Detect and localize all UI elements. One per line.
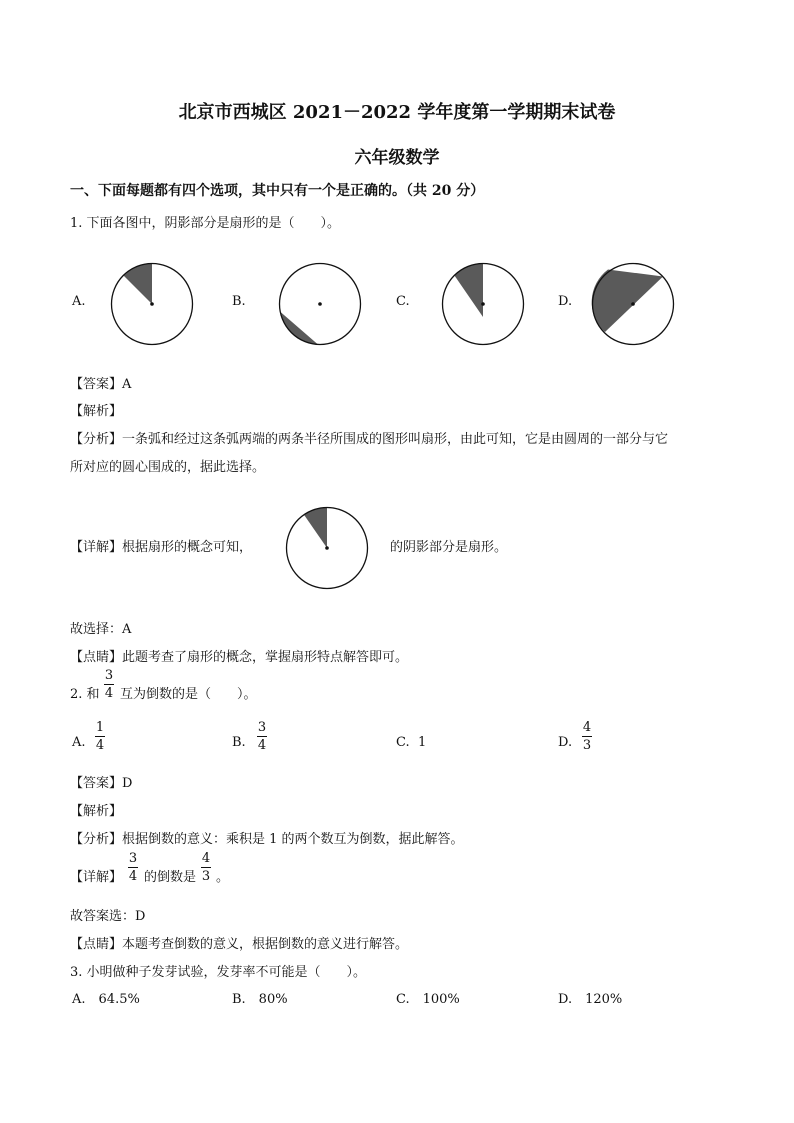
q1-option-c-figure: [441, 262, 525, 346]
q2-option-d-label: D.: [558, 735, 573, 750]
q1-b-shaded-segment: [281, 312, 319, 345]
fraction-denominator: 3: [582, 738, 592, 753]
q1-jiexi: 【解析】: [70, 404, 123, 419]
q1-analysis-line2: 所对应的圆心围成的，据此选择。: [70, 460, 266, 475]
page-title: 北京市西城区 2021－2022 学年度第一学期期末试卷: [178, 102, 616, 123]
fraction-bar: [95, 736, 105, 737]
q2-detail-middle: 的倒数是: [144, 870, 197, 885]
q2-stem-suffix: 互为倒数的是（ ）。: [120, 687, 257, 702]
q2-review: 【点睛】本题考查倒数的意义，根据倒数的意义进行解答。: [70, 937, 409, 952]
fraction-bar: [104, 684, 114, 685]
fraction-numerator: 3: [128, 851, 138, 866]
q1-detail-figure: [285, 506, 369, 590]
fraction-numerator: 3: [104, 668, 114, 683]
fraction-numerator: 4: [582, 720, 592, 735]
fraction-bar: [257, 736, 267, 737]
q1-option-a-label: A.: [72, 294, 86, 309]
q3-option-c: C. 100%: [396, 992, 460, 1007]
q2-option-d-fraction: [582, 720, 592, 753]
fraction-denominator: 4: [95, 738, 105, 753]
q2-answer: 【答案】D: [70, 776, 133, 791]
q2-analysis: 【分析】根据倒数的意义：乘积是 1 的两个数互为倒数，据此解答。: [70, 832, 464, 847]
q1-detail-suffix: 的阴影部分是扇形。: [390, 540, 508, 555]
q1-option-c-label: C.: [396, 294, 410, 309]
q2-option-c-value: 1: [418, 735, 427, 750]
q2-detail-fraction-2: [201, 851, 211, 884]
q2-choice: 故答案选：D: [70, 909, 146, 924]
q1-option-d-figure: [591, 262, 675, 346]
q1-choice: 故选择：A: [70, 622, 132, 637]
q3-option-a: A. 64.5%: [72, 992, 140, 1007]
q1-answer: 【答案】A: [70, 377, 132, 392]
fraction-bar: [201, 867, 211, 868]
q2-option-b-label: B.: [232, 735, 246, 750]
q1-detail-prefix: 【详解】根据扇形的概念可知，: [70, 540, 253, 555]
q2-detail-fraction-1: [128, 851, 138, 884]
fraction-numerator: 4: [201, 851, 211, 866]
q1-option-b-figure: [278, 262, 362, 346]
q1-d-shaded-region: [592, 270, 663, 333]
q2-detail-end: 。: [216, 870, 230, 885]
q1-option-d-label: D.: [558, 294, 573, 309]
q2-option-a-fraction: [95, 720, 105, 753]
q1-option-a-figure: [110, 262, 194, 346]
fraction-denominator: 4: [104, 686, 114, 701]
q3-option-b: B. 80%: [232, 992, 288, 1007]
q2-jiexi: 【解析】: [70, 804, 123, 819]
q2-option-c-label: C.: [396, 735, 410, 750]
q1-review: 【点睛】此题考查了扇形的概念，掌握扇形特点解答即可。: [70, 650, 409, 665]
section-heading: 一、下面每题都有四个选项，其中只有一个是正确的。（共 20 分）: [70, 183, 485, 199]
q1-analysis-line1: 【分析】一条弧和经过这条弧两端的两条半径所围成的图形叫扇形，由此可知，它是由圆周的一部分与它: [70, 432, 669, 447]
q3-option-d: D. 120%: [558, 992, 623, 1007]
q2-stem-fraction: [104, 668, 114, 701]
q2-option-b-fraction: [257, 720, 267, 753]
fraction-numerator: 1: [95, 720, 105, 735]
q1-detail-shaded-sector: [304, 508, 327, 549]
fraction-bar: [128, 867, 138, 868]
fraction-numerator: 3: [257, 720, 267, 735]
q2-stem-prefix: 2. 和: [70, 687, 100, 702]
q1-a-shaded-sector: [123, 264, 152, 305]
q1-stem: 1. 下面各图中，阴影部分是扇形的是（ ）。: [70, 216, 341, 231]
fraction-denominator: 4: [257, 738, 267, 753]
fraction-bar: [582, 736, 592, 737]
q1-option-b-label: B.: [232, 294, 246, 309]
page-subtitle: 六年级数学: [354, 148, 440, 168]
fraction-denominator: 3: [201, 869, 211, 884]
q2-detail-prefix: 【详解】: [70, 870, 123, 885]
q3-stem: 3. 小明做种子发芽试验，发芽率不可能是（ ）。: [70, 965, 367, 980]
q2-option-a-label: A.: [72, 735, 86, 750]
fraction-denominator: 4: [128, 869, 138, 884]
